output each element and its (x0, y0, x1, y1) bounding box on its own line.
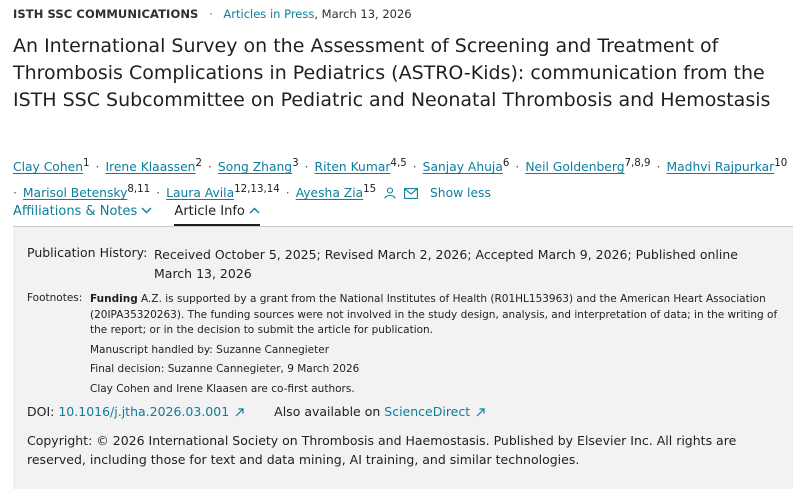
author-item (13, 157, 90, 175)
doi-link[interactable]: 10.1016/j.jtha.2026.03.001 (58, 404, 230, 419)
author-affiliation-sup: 12,13,14 (234, 183, 280, 196)
tab-article-info[interactable] (174, 203, 259, 226)
author-affiliation-sup: 4,5 (390, 157, 407, 169)
funding-note (90, 292, 780, 339)
author-list: Clay Cohen$^1$ · Irene Klaassen$^2$ · Song Zhang$^3$ · Riten Kumar$^{4,5}$ · Sanjay Ahuja$^6$ · Neil Goldenberg$^{7,8,9}$ · Madhvi Rajpurkar$^{10}$ · Marisol Betensky$^{8,11}$ · Laura Avila$^{12,13,14}$ · Ayesha Zia$^{15}$ Show less (13, 152, 798, 206)
email-icon[interactable] (404, 184, 418, 206)
author-item (22, 183, 151, 201)
author-affiliation-sup: 3 (292, 157, 299, 169)
author-link[interactable]: Sanjay Ahuja (422, 160, 503, 175)
tab-affiliations[interactable] (13, 203, 152, 224)
author-affiliation-sup: 8,11 (127, 183, 151, 196)
author-item (295, 183, 377, 201)
footnotes-label: Footnotes: (27, 292, 83, 304)
author-affiliation-sup: 6 (502, 157, 510, 169)
cofirst-note: Clay Cohen and Irene Klaasen are co-first authors. (90, 382, 355, 395)
author-link[interactable]: Irene Klaassen (105, 160, 196, 175)
author-item (525, 157, 651, 175)
sciencedirect-link[interactable]: ScienceDirect (384, 404, 471, 419)
chevron-up-icon (249, 203, 260, 218)
publication-history-label: Publication History: (27, 245, 148, 260)
corresponding-author-icon (384, 184, 396, 206)
author-link[interactable]: Neil Goldenberg (525, 160, 625, 175)
author-affiliation-sup: 10 (774, 157, 788, 169)
doi-label: DOI: (27, 404, 55, 419)
tab-affiliations-label: Affiliations & Notes (13, 204, 138, 219)
author-link[interactable]: Song Zhang (217, 160, 293, 175)
author-link[interactable]: Laura Avila (166, 186, 235, 201)
author-affiliation-sup: 1 (83, 157, 90, 169)
publication-date: March 13, 2026 (321, 7, 412, 21)
footnotes (90, 292, 780, 401)
external-link-icon (476, 405, 485, 420)
article-info-panel (13, 226, 793, 489)
funding-text: A.Z. is supported by a grant from the National Institutes of Health (R01HL153963) and the American Heart Association (20IPA35320263). The funding sources were not involved in the study design, analysis, and interpretation of data; in the writing of the report; or in the decision to submit the article for publication. (90, 293, 778, 336)
author-link[interactable]: Madhvi Rajpurkar (666, 160, 775, 175)
journal-header: ISTH SSC COMMUNICATIONS · Articles in Press, March 13, 2026 (13, 7, 412, 21)
author-link[interactable]: Ayesha Zia (295, 186, 364, 201)
handled-by-note: Manuscript handled by: Suzanne Cannegieter (90, 343, 330, 356)
article-tabs (13, 203, 260, 226)
author-item (666, 157, 788, 175)
publication-history-value: Received October 5, 2025; Revised March 2, 2026; Accepted March 9, 2026; Published online March 13, 2026 (154, 247, 738, 281)
author-link[interactable]: Clay Cohen (13, 160, 83, 175)
author-item (105, 157, 202, 175)
author-item (217, 157, 299, 175)
final-decision-note: Final decision: Suzanne Cannegieter, 9 March 2026 (90, 363, 360, 375)
author-item (314, 157, 407, 175)
external-link-icon (235, 405, 244, 420)
author-affiliation-sup: 2 (195, 157, 202, 169)
tab-article-info-label: Article Info (174, 204, 245, 219)
author-link[interactable]: Marisol Betensky (22, 186, 128, 201)
author-item (422, 157, 510, 175)
journal-name: ISTH SSC COMMUNICATIONS (13, 7, 199, 21)
show-less-button[interactable]: Show less (429, 186, 491, 201)
copyright-text: Copyright: © 2026 International Society on Thrombosis and Haemostasis. Published by Elsevier Inc. All rights are reserved, including those for text and data mining, AI training, and similar technologies. (27, 433, 737, 467)
also-available-label: Also available on (274, 404, 381, 419)
chevron-down-icon (141, 203, 152, 218)
author-affiliation-sup: 15 (363, 183, 377, 196)
funding-label: Funding (90, 293, 138, 305)
doi-row (27, 404, 485, 420)
author-affiliation-sup: 7,8,9 (624, 157, 651, 169)
author-link[interactable]: Riten Kumar (314, 160, 391, 175)
articles-in-press-link[interactable]: Articles in Press (223, 7, 315, 21)
article-title: An International Survey on the Assessment of Screening and Treatment of Thrombosis Complications in Pediatrics (ASTRO-Kids): communication from the ISTH SSC Subcommittee on Pediatric and Neonatal Thrombosis and Hemostasis (13, 35, 771, 111)
author-item (166, 183, 280, 201)
